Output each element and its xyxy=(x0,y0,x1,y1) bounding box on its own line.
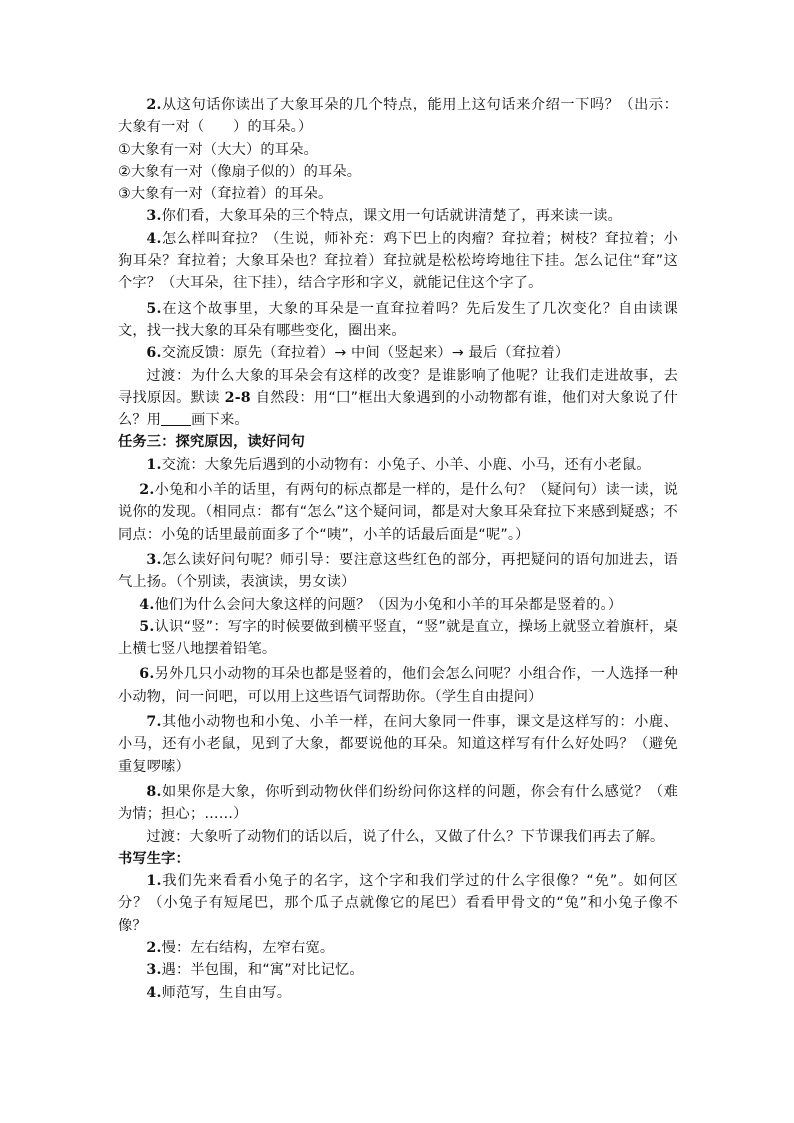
paragraph-3: 3.你们看，大象耳朵的三个特点，课文用一句话就讲清楚了，再来读一读。 xyxy=(146,208,623,225)
transition-1: 过渡：为什么大象的耳朵会有这样的改变？是谁影响了他呢？让我们走进故事，去寻找原因。默读 2-8 自然段：用“囗”框出大象遇到的小动物都有谁，他们对大象说了什么？用 画下来。 xyxy=(118,367,678,429)
paragraph-2: 2.从这句话你读出了大象耳朵的几个特点，能用上这句话来介绍一下吗？（出示：大象有一对（ ）的耳朵。） xyxy=(118,97,678,136)
writing-1: 1.我们先来看看小兔子的名字，这个字和我们学过的什么字很像？“免”。如何区分？（小兔子有短尾巴，那个瓜子点就像它的尾巴）看看甲骨文的“兔”和小兔子像不像？ xyxy=(118,873,678,934)
writing-3: 3.遇：半包围，和“寓”对比记忆。 xyxy=(146,962,364,979)
item-number: 2. xyxy=(146,97,162,113)
transition-2: 过渡：大象听了动物们的话以后，说了什么，又做了什么？下节课我们再去了解。 xyxy=(146,828,665,845)
option-1: ①大象有一对（大大）的耳朵。 xyxy=(118,141,318,158)
question-7: 7.其他小动物也和小兔、小羊一样，在问大象同一件事，课文是这样写的：小鹿、小马，还有小老鼠，见到了大象，都要说他的耳朵。知道这样写有什么好处吗？（避免重复啰嗦） xyxy=(118,714,678,775)
question-8: 8.如果你是大象，你听到动物伙伴们纷纷问你这样的问题，你会有什么感觉？（难为情；担心；……） xyxy=(118,783,678,823)
section-heading-writing: 书写生字： xyxy=(118,850,190,867)
question-6: 6.另外几只小动物的耳朵也都是竖着的，他们会怎么问呢？小组合作，一人选择一种小动物，问一问吧，可以用上这些语气词帮助你。（学生自由提问） xyxy=(118,666,678,705)
underline-blank xyxy=(161,411,191,426)
option-3: ③大象有一对（耷拉着）的耳朵。 xyxy=(118,186,333,203)
question-2: 2.小兔和小羊的话里，有两句的标点都是一样的，是什么句？（疑问句）读一读，说说你的发现。（相同点：都有“怎么”这个疑问词，都是对大象耳朵耷拉下来感到疑惑；不同点：小兔的话里最前面多了个“咦”，小羊的话最后面是“呢”。） xyxy=(118,482,678,543)
paragraph-6: 6.交流反馈：原先（耷拉着）→ 中间（竖起来）→ 最后（耷拉着） xyxy=(146,345,570,362)
writing-2: 2.慢：左右结构，左窄右宽。 xyxy=(146,939,335,956)
paragraph-4: 4.怎么样叫耷拉？（生说，师补充：鸡下巴上的肉瘤？耷拉着；树枝？耷拉着；小狗耳朵？耷拉着；大象耳朵也？耷拉着）耷拉就是松松垮垮地往下挂。怎么记住“耷”这个字？（大耳朵，往下挂），结合字形和字义，就能记住这个字了。 xyxy=(118,230,678,292)
question-1: 1.交流：大象先后遇到的小动物有：小兔子、小羊、小鹿、小马，还有小老鼠。 xyxy=(146,456,651,473)
question-3: 3.怎么读好问句呢？师引导：要注意这些红色的部分，再把疑问的语句加进去，语气上扬。（个别读，表演读，男女读） xyxy=(118,551,678,591)
writing-4: 4.师范写，生自由写。 xyxy=(146,984,292,1001)
question-4: 4.他们为什么会问大象这样的问题？（因为小兔和小羊的耳朵都是竖着的。） xyxy=(139,596,623,613)
paragraph-5: 5.在这个故事里，大象的耳朵是一直耷拉着吗？先后发生了几次变化？自由读课文，找一找大象的耳朵有哪些变化，圈出来。 xyxy=(118,300,678,339)
lesson-plan-body xyxy=(118,94,678,1004)
question-5: 5.认识“竖”：写字的时候要做到横平竖直，“竖”就是直立，操场上就竖立着旗杆，桌上横七竖八地摆着铅笔。 xyxy=(118,618,678,658)
option-2: ②大象有一对（像扇子似的）的耳朵。 xyxy=(118,163,362,180)
section-heading-task-3: 任务三：探究原因，读好问句 xyxy=(118,434,306,451)
